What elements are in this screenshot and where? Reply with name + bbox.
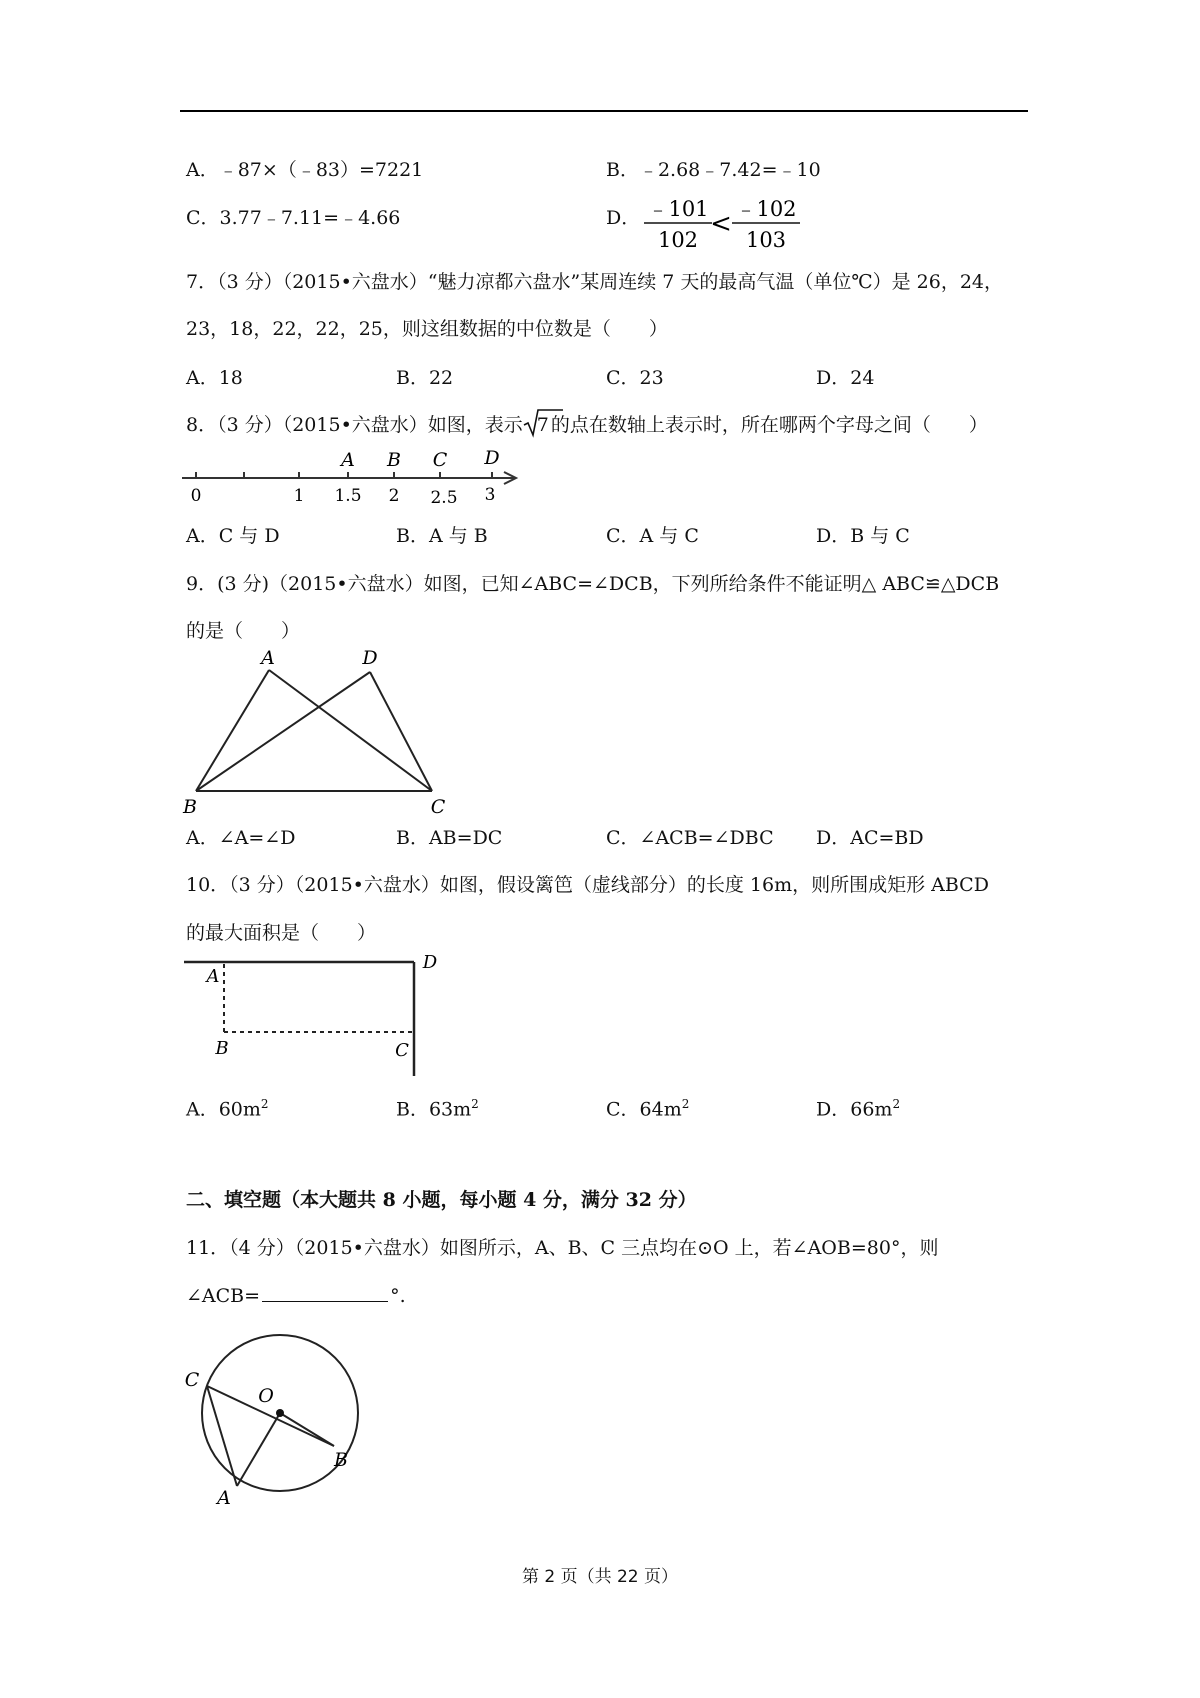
q7-line1: 7．（3 分）（2015•六盘水）“魅力凉都六盘水”某周连续 7 天的最高气温（单位℃）是 26，24， xyxy=(186,271,1004,293)
segment-ac xyxy=(269,670,432,791)
axis-number-1-5: 1.5 xyxy=(334,486,362,506)
section2-heading: 二、填空题（本大题共 8 小题，每小题 4 分，满分 32 分） xyxy=(186,1189,697,1211)
q9-option-b: B．AB=DC xyxy=(396,827,503,849)
q9-line2: 的是（ ） xyxy=(186,620,301,642)
q10-option-a-label: A．60m xyxy=(186,1098,261,1121)
vertex-label-c: C xyxy=(430,796,446,818)
axis-letter-d: D xyxy=(484,447,500,469)
axis-number-2-5: 2.5 xyxy=(430,488,458,508)
fraction2-denominator: 103 xyxy=(745,228,787,252)
q6-option-d-prefix: D． xyxy=(606,207,641,229)
axis-number-1: 1 xyxy=(293,486,305,506)
q8-option-c: C．A 与 C xyxy=(606,525,699,547)
triangle-figure xyxy=(180,647,460,820)
q10-option-a xyxy=(186,1092,269,1121)
less-than-sign: < xyxy=(710,209,732,239)
q8-text-before: 8．（3 分）（2015•六盘水）如图，表示 xyxy=(186,414,523,436)
q7-option-a: A．18 xyxy=(186,367,243,389)
q10-option-b-sup: 2 xyxy=(471,1097,479,1111)
q10-option-a-sup: 2 xyxy=(260,1097,269,1111)
radius-ob xyxy=(280,1413,334,1446)
point-label-b: B xyxy=(334,1449,348,1471)
q8-question xyxy=(186,413,988,437)
q11-line1: 11．（4 分）（2015•六盘水）如图所示，A、B、C 三点均在⊙O 上，若∠AOB=80°，则 xyxy=(186,1237,939,1259)
circle-figure xyxy=(180,1326,370,1509)
corner-label-c: C xyxy=(395,1040,409,1061)
sqrt-symbol xyxy=(523,413,549,437)
q8-text-after: 的点在数轴上表示时，所在哪两个字母之间（ ） xyxy=(550,414,988,436)
corner-label-b: B xyxy=(215,1038,229,1059)
axis-number-2: 2 xyxy=(388,486,400,506)
rectangle-figure xyxy=(180,952,440,1082)
vertex-label-a: A xyxy=(261,647,275,669)
q10-option-d-sup: 2 xyxy=(892,1097,901,1111)
q10-line1: 10．（3 分）（2015•六盘水）如图，假设篱笆（虚线部分）的长度 16m，则所围成矩形 ABCD xyxy=(186,874,989,896)
radical-sign xyxy=(523,409,563,437)
q11-line2 xyxy=(186,1283,406,1308)
axis-number-3: 3 xyxy=(484,485,496,505)
q11-line2-prefix: ∠ACB= xyxy=(186,1285,261,1307)
segment-bd xyxy=(196,672,370,791)
axis-number-0: 0 xyxy=(190,486,202,506)
q10-option-d-label: D．66m xyxy=(816,1098,893,1121)
chord-ca xyxy=(207,1386,237,1486)
point-label-c: C xyxy=(184,1369,200,1391)
q9-option-c: C．∠ACB=∠DBC xyxy=(606,827,774,849)
q10-option-b xyxy=(396,1092,479,1121)
q7-option-d: D．24 xyxy=(816,367,875,389)
point-label-a: A xyxy=(217,1487,231,1509)
q8-option-b: B．A 与 B xyxy=(396,525,488,547)
segment-dc xyxy=(370,672,432,791)
radius-oa xyxy=(237,1413,280,1486)
q9-line1: 9．(3 分)（2015•六盘水）如图，已知∠ABC=∠DCB，下列所给条件不能证明△ ABC≌△DCB xyxy=(186,573,1000,595)
fraction1-denominator: 102 xyxy=(657,228,699,252)
q10-option-c-sup: 2 xyxy=(681,1097,690,1111)
segment-ab xyxy=(196,670,269,791)
q6-option-a: A．﹣87×（﹣83）=7221 xyxy=(186,159,424,181)
q6-option-d-fractions xyxy=(640,192,810,256)
axis-letter-a: A xyxy=(341,449,355,471)
q7-line2: 23，18，22，22，25，则这组数据的中位数是（ ） xyxy=(186,318,668,340)
q9-option-d: D．AC=BD xyxy=(816,827,924,849)
corner-label-a: A xyxy=(206,966,220,987)
q10-line2: 的最大面积是（ ） xyxy=(186,922,377,944)
q8-option-d: D．B 与 C xyxy=(816,525,910,547)
fraction1-numerator: ﹣101 xyxy=(647,197,709,221)
q10-option-c xyxy=(606,1092,689,1121)
axis-letter-c: C xyxy=(432,449,448,471)
point-label-o: O xyxy=(258,1385,274,1407)
q9-option-a: A．∠A=∠D xyxy=(186,827,296,849)
q7-option-b: B．22 xyxy=(396,367,454,389)
answer-blank[interactable] xyxy=(262,1283,388,1302)
fraction2-numerator: ﹣102 xyxy=(735,197,797,221)
radicand: 7 xyxy=(536,414,549,436)
q10-option-b-label: B．63m xyxy=(396,1098,472,1121)
vertex-label-b: B xyxy=(183,796,197,818)
axis-letter-b: B xyxy=(387,449,401,471)
header-rule xyxy=(180,110,1028,112)
number-line-figure xyxy=(182,448,522,508)
q10-option-c-label: C．64m xyxy=(606,1098,682,1121)
q7-option-c: C．23 xyxy=(606,367,664,389)
q10-option-d xyxy=(816,1092,900,1121)
vertex-label-d: D xyxy=(362,647,378,669)
corner-label-d: D xyxy=(422,952,438,973)
q11-line2-suffix: °. xyxy=(390,1285,406,1307)
q8-option-a: A．C 与 D xyxy=(186,525,280,547)
page-footer: 第 2 页（共 22 页） xyxy=(521,1567,679,1587)
q6-option-c: C．3.77﹣7.11=﹣4.66 xyxy=(186,207,401,229)
center-point xyxy=(276,1409,284,1417)
q6-option-b: B．﹣2.68﹣7.42=﹣10 xyxy=(606,159,821,181)
